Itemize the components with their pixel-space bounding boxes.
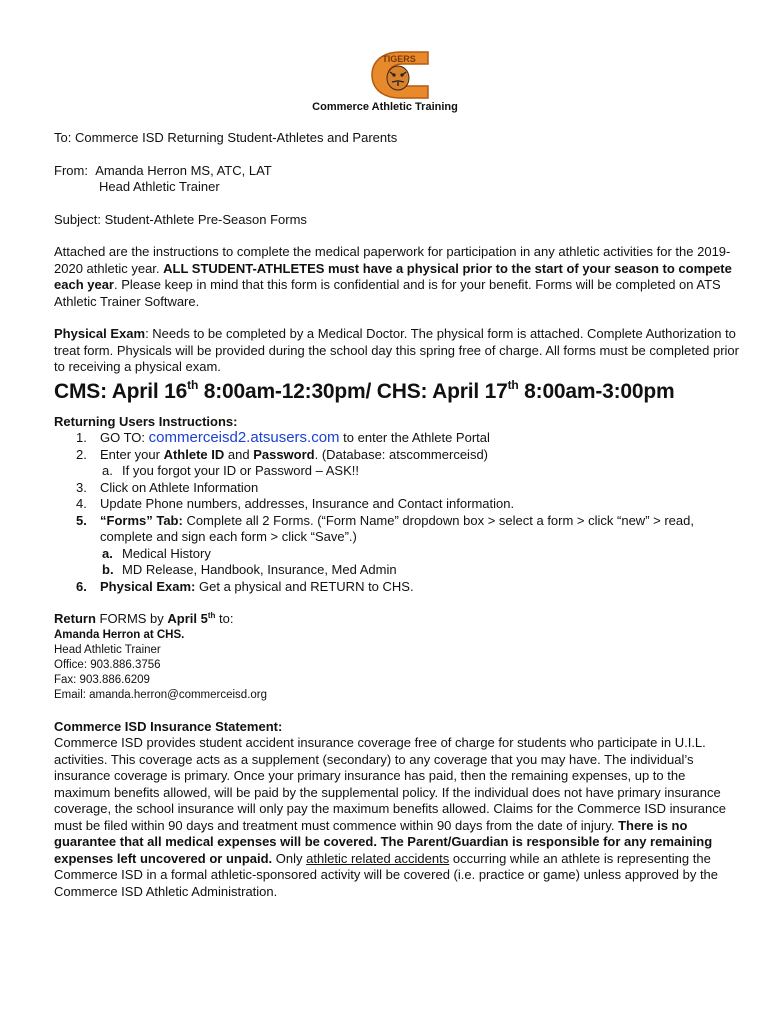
instructions-list	[54, 430, 744, 595]
from-title: Head Athletic Trainer	[99, 179, 220, 194]
portal-link[interactable]: commerceisd2.atsusers.com	[148, 429, 340, 446]
intro-paragraph: Attached are the instructions to complete the medical paperwork for participation in any athletic activities for the 2019-2020 athletic year. ALL STUDENT-ATHLETES must have a physical prior to the start of your season to compete each year. Please keep in mind that this form is confidential and is for your benefit. Forms will be completed on ATS Athletic Trainer Software.	[54, 244, 732, 309]
memo-from: From: Amanda Herron MS, ATC, LAT	[54, 162, 272, 178]
list-item: 6. Physical Exam: Get a physical and RETURN to CHS.	[76, 578, 414, 594]
insurance-paragraph: Commerce ISD provides student accident insurance coverage free of charge for students who participate in U.I.L. activities. This coverage acts as a supplement (secondary) to any coverage that you may have. The individual’s insurance coverage is primary. Once your primary insurance has paid, then the remaining expenses, up to the maximum benefits allowed, will be paid by the supplemental policy. If the individual does not have primary insurance coverage, the school insurance will only pay the maximum benefits allowed. Claims for the Commerce ISD insurance must be filed within 90 days and treatment must commence within 90 days from the date of injury. There is no guarantee that all medical expenses will be covered. The Parent/Guardian is responsible for any remaining expenses left uncovered or unpaid. Only athletic related accidents occurring while an athlete is representing the Commerce ISD in a formal athletic-sponsored activity will be covered (i.e. practice or game) unless approved by the Commerce ISD Athletic Administration.	[54, 735, 726, 899]
list-item: a. If you forgot your ID or Password – ASK!!	[102, 463, 359, 478]
memo-to: To: Commerce ISD Returning Student-Athletes and Parents	[54, 130, 398, 145]
list-item: 4. Update Phone numbers, addresses, Insurance and Contact information.	[76, 496, 515, 511]
instructions-heading: Returning Users Instructions:	[54, 413, 238, 429]
logo-text: TIGERS	[382, 54, 416, 64]
list-item: a. Medical History	[102, 545, 211, 561]
return-line: Return FORMS by April 5th to:	[54, 611, 234, 626]
list-item: 2. Enter your Athlete ID and Password. (Database: atscommerceisd)	[76, 446, 489, 462]
insurance-heading: Commerce ISD Insurance Statement:	[54, 718, 283, 734]
contact-fax: Fax: 903.886.6209	[54, 673, 150, 686]
contact-name: Amanda Herron at CHS.	[54, 628, 185, 641]
contact-email: Email: amanda.herron@commerceisd.org	[54, 688, 268, 701]
physical-paragraph: Physical Exam: Needs to be completed by a Medical Doctor. The physical form is attached. Complete Authorization to treat form. Physicals will be provided during the school day this spring free of charge. All forms must be completed prior to receiving a physical exam.	[54, 326, 739, 374]
letter-body	[54, 130, 744, 900]
contact-office: Office: 903.886.3756	[54, 658, 161, 671]
list-item: 1. GO TO: commerceisd2.atsusers.com to enter the Athlete Portal	[76, 429, 490, 446]
list-item: 3. Click on Athlete Information	[76, 479, 259, 495]
department-title: Commerce Athletic Training	[312, 101, 458, 113]
tigers-logo-icon	[368, 50, 432, 100]
contact-block	[54, 628, 744, 703]
from-name: Amanda Herron MS, ATC, LAT	[95, 162, 272, 178]
schedule-banner: CMS: April 16th 8:00am-12:30pm/ CHS: April 17th 8:00am-3:00pm	[54, 377, 675, 403]
contact-title: Head Athletic Trainer	[54, 643, 161, 656]
list-item: b. MD Release, Handbook, Insurance, Med Admin	[102, 562, 397, 577]
memo-subject: Subject: Student-Athlete Pre-Season Forms	[54, 211, 307, 227]
list-item: 5. “Forms” Tab: Complete all 2 Forms. (“Form Name” dropdown box > select a form > click “new” > read, complete and sign each form > click “Save”.)	[76, 512, 694, 544]
